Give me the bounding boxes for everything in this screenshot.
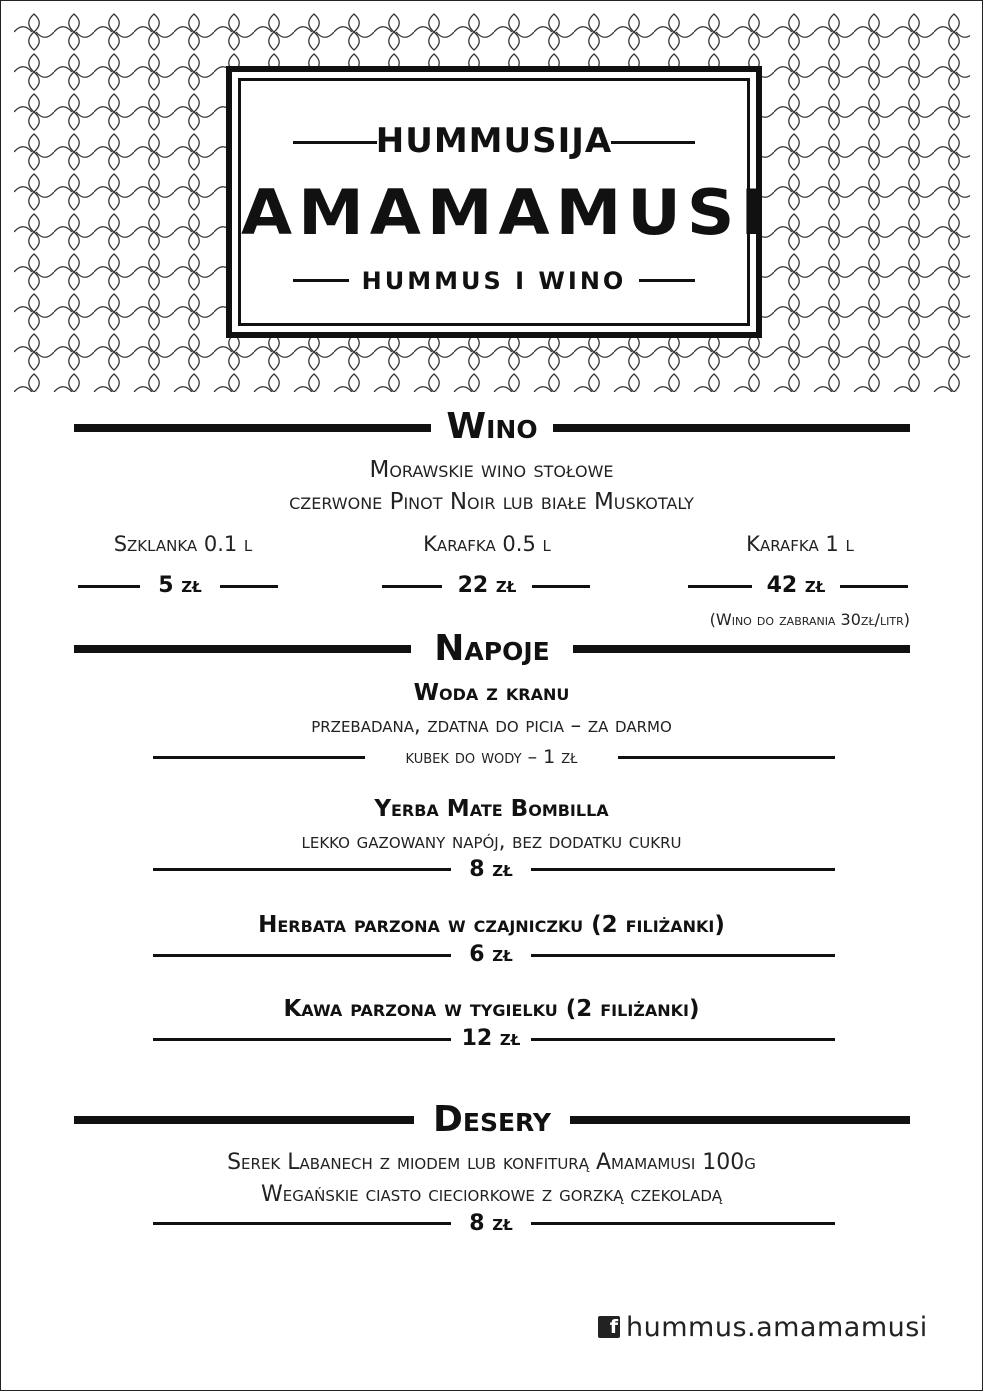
wine-description-line1: Morawskie wino stołowe [369, 457, 614, 483]
wine-rule-left [74, 424, 431, 432]
wine-price-rule [78, 585, 140, 588]
desserts-heading: Desery [432, 1099, 552, 1140]
drink-price-tea: 6 zł [469, 942, 513, 967]
drinks-rule-left [74, 645, 411, 653]
wine-price-rule [688, 585, 752, 588]
dessert-price-rule [531, 1222, 835, 1225]
drinks-heading: Napoje [434, 628, 550, 669]
drink-price-yerba: 8 zł [469, 857, 513, 882]
logo-name: AMAMAMUSI [241, 175, 771, 250]
drink-price-rule [153, 756, 365, 759]
dessert-line-serek: Serek Labanech z miodem lub konfiturą Amamamusi 100g [227, 1150, 756, 1175]
logo-top-label: HUMMUSIJA [375, 121, 613, 161]
drink-description-water: przebadana, zdatna do picia – za darmo [311, 713, 672, 737]
drink-price-rule [618, 756, 835, 759]
wine-size-carafe-half: Karafka 0.5 l [423, 532, 551, 556]
wine-heading: Wino [446, 406, 538, 447]
wine-price-rule [532, 585, 590, 588]
drinks-rule-right [573, 645, 910, 653]
drink-price-rule [531, 1038, 835, 1041]
drink-price-water: kubek do wody – 1 zł [405, 746, 578, 768]
drink-description-yerba: lekko gazowany napój, bez dodatku cukru [301, 829, 682, 853]
drink-name-yerba: Yerba Mate Bombilla [374, 796, 609, 822]
wine-rule-right [553, 424, 910, 432]
wine-price-glass: 5 zł [158, 573, 202, 598]
wine-price-carafe-liter: 42 zł [766, 573, 826, 598]
wine-size-glass: Szklanka 0.1 l [113, 532, 253, 556]
desserts-rule-right [570, 1116, 910, 1124]
wine-price-rule [220, 585, 278, 588]
drink-name-coffee: Kawa parzona w tygielku (2 filiżanki) [283, 996, 700, 1022]
logo [226, 66, 771, 338]
drink-price-rule [153, 954, 451, 957]
facebook-handle: hummus.amamamusi [626, 1311, 928, 1343]
dessert-line-ciasto: Wegańskie ciasto cieciorkowe z gorzką czekoladą [261, 1182, 722, 1207]
drink-price-rule [531, 868, 835, 871]
wine-price-carafe-half: 22 zł [457, 573, 517, 598]
drink-name-water: Woda z kranu [413, 680, 570, 706]
drink-price-rule [531, 954, 835, 957]
dessert-price: 8 zł [469, 1211, 513, 1236]
drink-price-rule [153, 1038, 451, 1041]
wine-size-carafe-liter: Karafka 1 l [746, 532, 854, 556]
dessert-price-rule [153, 1222, 451, 1225]
wine-takeaway-note: (Wino do zabrania 30zł/litr) [709, 610, 910, 629]
drink-price-rule [153, 868, 451, 871]
wine-price-rule [382, 585, 442, 588]
logo-sub-label: HUMMUS I WINO [361, 267, 627, 295]
drink-name-tea: Herbata parzona w czajniczku (2 filiżanki) [258, 912, 725, 938]
facebook-link[interactable] [598, 1310, 928, 1344]
wine-description-line2: czerwone Pinot Noir lub białe Muskotaly [289, 489, 694, 515]
logo-inner-frame [238, 78, 771, 326]
drink-price-coffee: 12 zł [461, 1026, 521, 1051]
desserts-rule-left [74, 1116, 414, 1124]
facebook-icon: f [598, 1316, 620, 1338]
wine-price-rule [840, 585, 908, 588]
